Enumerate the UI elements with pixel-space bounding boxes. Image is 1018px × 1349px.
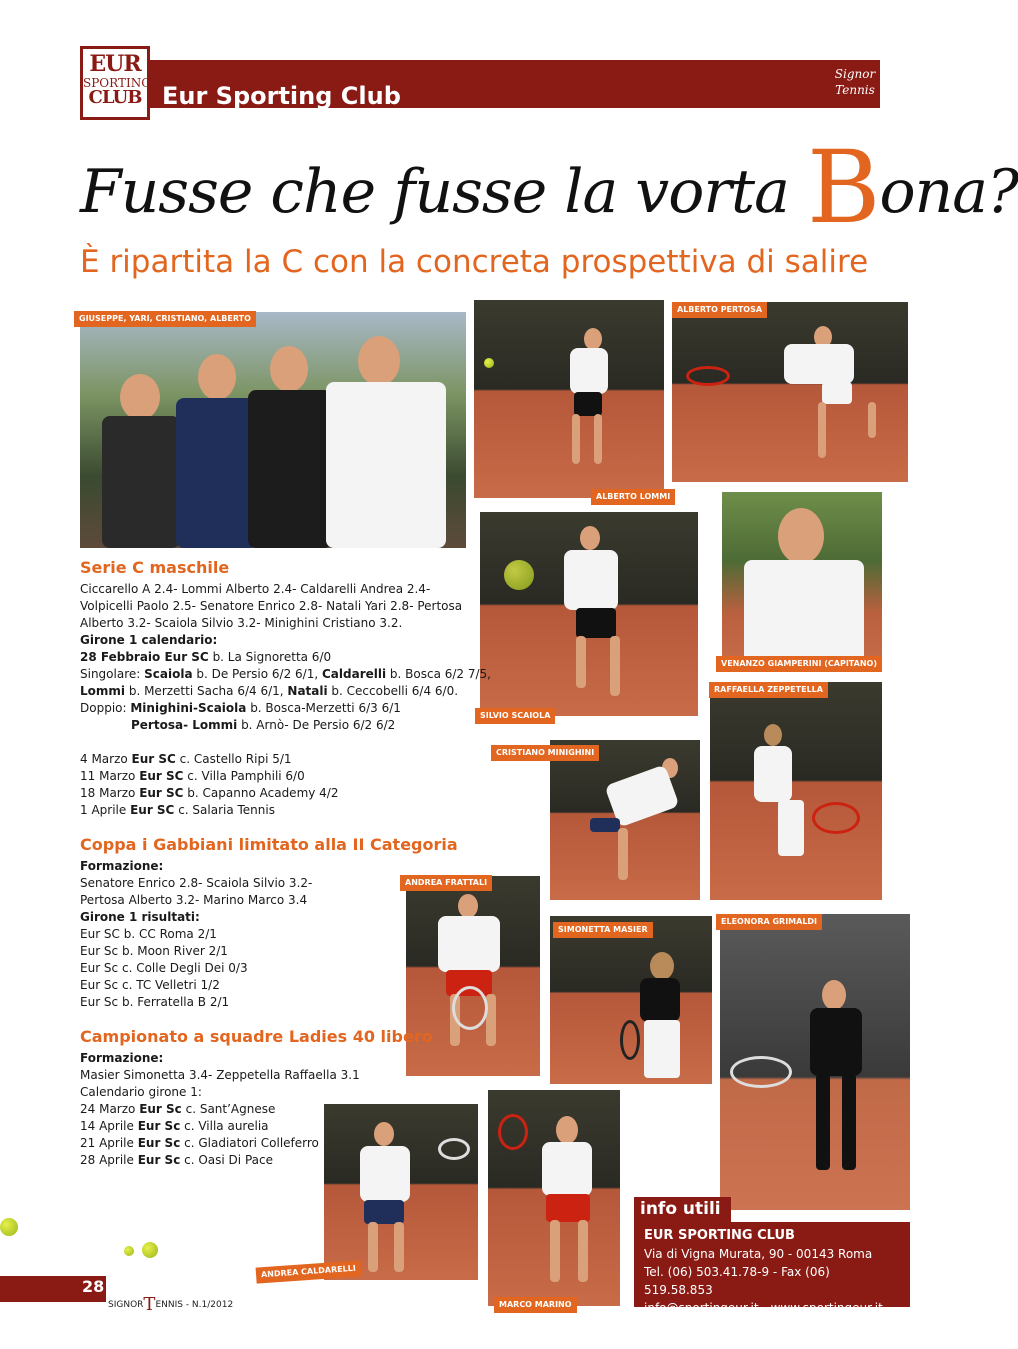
info-separator: - bbox=[758, 1301, 771, 1315]
ladies-match-team: Eur Sc bbox=[137, 1153, 181, 1167]
singles-1a: Scaiola bbox=[144, 667, 193, 681]
ladies-calendar-heading: Calendario girone 1: bbox=[80, 1085, 202, 1099]
ladies-title: Campionato a squadre Ladies 40 libero bbox=[80, 1027, 433, 1046]
article-title bbox=[80, 129, 1018, 246]
ladies-match-date: 14 Aprile bbox=[80, 1119, 138, 1133]
match1-date: 28 Febbraio Eur SC bbox=[80, 650, 209, 664]
caption-marino: MARCO MARINO bbox=[494, 1297, 577, 1313]
serie-c-calendar-heading: Girone 1 calendario: bbox=[80, 633, 218, 647]
article-subtitle: È ripartita la C con la concreta prospettiva di salire bbox=[80, 244, 869, 280]
serie-c-roster-3: Alberto 3.2- Scaiola Silvio 3.2- Minighini Cristiano 3.2. bbox=[80, 616, 403, 630]
serie-c-doubles-2 bbox=[131, 717, 395, 733]
serie-c-roster-1: Ciccarello A 2.4- Lommi Alberto 2.4- Caldarelli Andrea 2.4- bbox=[80, 582, 431, 596]
ladies-match-rest: c. Villa aurelia bbox=[180, 1119, 269, 1133]
coppa-title: Coppa i Gabbiani limitato alla II Categoria bbox=[80, 835, 458, 854]
singles-label: Singolare: bbox=[80, 667, 145, 681]
footer-mag-post: ENNIS - N.1/2012 bbox=[155, 1300, 234, 1310]
upcoming-date: 1 Aprile bbox=[80, 803, 131, 817]
logo-line2: SPORTING bbox=[83, 76, 151, 90]
coppa-result: Eur Sc c. Colle Degli Dei 0/3 bbox=[80, 961, 248, 975]
singles-1b: b. De Persio 6/2 6/1, bbox=[192, 667, 322, 681]
upcoming-rest: c. Castello Ripi 5/1 bbox=[175, 752, 292, 766]
singles-4b: b. Ceccobelli 6/4 6/0. bbox=[327, 684, 459, 698]
club-name: Eur Sporting Club bbox=[162, 82, 401, 110]
info-club-name: EUR SPORTING CLUB bbox=[644, 1228, 795, 1243]
ladies-match-date: 21 Aprile bbox=[80, 1136, 138, 1150]
photo-frattali bbox=[406, 876, 540, 1076]
title-big-letter: B bbox=[806, 129, 880, 246]
coppa-result: Eur Sc b. Moon River 2/1 bbox=[80, 944, 228, 958]
singles-3a: Lommi bbox=[80, 684, 126, 698]
upcoming-match bbox=[80, 768, 305, 784]
photo-marino bbox=[488, 1090, 620, 1306]
upcoming-date: 18 Marzo bbox=[80, 786, 140, 800]
upcoming-team: Eur SC bbox=[139, 769, 184, 783]
ladies-match-rest: c. Gladiatori Colleferro bbox=[180, 1136, 319, 1150]
caption-masier: SIMONETTA MASIER bbox=[553, 922, 653, 938]
ladies-match bbox=[80, 1135, 319, 1151]
tennis-ball-icon bbox=[0, 1218, 18, 1236]
upcoming-rest: c. Salaria Tennis bbox=[174, 803, 275, 817]
coppa-results-heading: Girone 1 risultati: bbox=[80, 910, 200, 924]
tennis-ball-icon bbox=[142, 1242, 158, 1258]
logo-line3: CLUB bbox=[88, 87, 142, 108]
coppa-result: Eur SC b. CC Roma 2/1 bbox=[80, 927, 217, 941]
info-address: Via di Vigna Murata, 90 - 00143 Roma bbox=[644, 1247, 873, 1261]
info-website-link[interactable]: www.sportingeur.it bbox=[770, 1301, 883, 1315]
info-contacts bbox=[644, 1299, 900, 1317]
ladies-match-date: 24 Marzo bbox=[80, 1102, 140, 1116]
caption-giamperini: VENANZO GIAMPERINI (CAPITANO) bbox=[716, 656, 882, 672]
upcoming-match bbox=[80, 751, 292, 767]
photo-pertosa bbox=[672, 302, 908, 482]
title-part2: ona? bbox=[879, 157, 1018, 227]
doubles-1b: b. Bosca-Merzetti 6/3 6/1 bbox=[246, 701, 401, 715]
serie-c-match1 bbox=[80, 649, 331, 665]
footer-mag-pre: SIGNOR bbox=[108, 1300, 144, 1310]
logo-line1: EUR bbox=[89, 51, 141, 77]
caption-group: GIUSEPPE, YARI, CRISTIANO, ALBERTO bbox=[74, 311, 256, 327]
upcoming-team: Eur SC bbox=[130, 803, 175, 817]
singles-4a: Natali bbox=[287, 684, 328, 698]
info-box bbox=[634, 1222, 910, 1315]
ladies-match bbox=[80, 1118, 269, 1134]
doubles-1a: Minighini-Scaiola bbox=[130, 701, 247, 715]
photo-scaiola bbox=[480, 512, 698, 716]
singles-3b: b. Merzetti Sacha 6/4 6/1, bbox=[125, 684, 288, 698]
ladies-formation: Masier Simonetta 3.4- Zeppetella Raffaella 3.1 bbox=[80, 1068, 360, 1082]
upcoming-team: Eur SC bbox=[131, 752, 176, 766]
club-logo bbox=[80, 46, 150, 120]
ladies-match-rest: c. Sant’Agnese bbox=[181, 1102, 276, 1116]
doubles-2a: Pertosa- Lommi bbox=[131, 718, 238, 732]
coppa-result: Eur Sc b. Ferratella B 2/1 bbox=[80, 995, 230, 1009]
upcoming-team: Eur SC bbox=[139, 786, 184, 800]
caption-grimaldi: ELEONORA GRIMALDI bbox=[716, 914, 822, 930]
caption-caldarelli: ANDREA CALDARELLI bbox=[256, 1260, 362, 1283]
ladies-match-date: 28 Aprile bbox=[80, 1153, 138, 1167]
coppa-formation-2: Pertosa Alberto 3.2- Marino Marco 3.4 bbox=[80, 893, 308, 907]
ladies-match-rest: c. Oasi Di Pace bbox=[180, 1153, 273, 1167]
page-number: 28 bbox=[82, 1277, 105, 1296]
ladies-match bbox=[80, 1152, 273, 1168]
caption-scaiola: SILVIO SCAIOLA bbox=[475, 708, 555, 724]
ladies-match-team: Eur Sc bbox=[137, 1136, 181, 1150]
photo-caldarelli bbox=[324, 1104, 478, 1280]
ladies-formation-heading: Formazione: bbox=[80, 1051, 164, 1065]
tennis-ball-icon bbox=[124, 1246, 134, 1256]
singles-2b: b. Bosca 6/2 7/5, bbox=[386, 667, 491, 681]
footer-magazine bbox=[108, 1294, 233, 1315]
magazine-tag-line1: Signor bbox=[834, 67, 876, 81]
photo-masier bbox=[550, 916, 712, 1084]
match1-rest: b. La Signoretta 6/0 bbox=[208, 650, 332, 664]
info-tab: info utili bbox=[634, 1197, 731, 1222]
footer-mag-T: T bbox=[143, 1294, 156, 1315]
photo-group bbox=[80, 312, 466, 548]
coppa-formation-1: Senatore Enrico 2.8- Scaiola Silvio 3.2- bbox=[80, 876, 313, 890]
serie-c-roster-2: Volpicelli Paolo 2.5- Senatore Enrico 2.8- Natali Yari 2.8- Pertosa bbox=[80, 599, 463, 613]
photo-lommi bbox=[474, 300, 664, 498]
ladies-match-team: Eur Sc bbox=[137, 1119, 181, 1133]
ladies-match-team: Eur Sc bbox=[139, 1102, 182, 1116]
upcoming-match bbox=[80, 785, 338, 801]
magazine-tag-line2: Tennis bbox=[835, 83, 875, 97]
caption-minighini: CRISTIANO MINIGHINI bbox=[491, 745, 599, 761]
caption-lommi: ALBERTO LOMMI bbox=[591, 489, 675, 505]
photo-minighini bbox=[550, 740, 700, 900]
upcoming-rest: c. Villa Pamphili 6/0 bbox=[183, 769, 305, 783]
upcoming-date: 4 Marzo bbox=[80, 752, 132, 766]
ladies-match bbox=[80, 1101, 275, 1117]
photo-giamperini bbox=[722, 492, 882, 664]
title-part1: Fusse che fusse la vorta bbox=[80, 157, 807, 227]
upcoming-date: 11 Marzo bbox=[80, 769, 140, 783]
info-phone: Tel. (06) 503.41.78-9 - Fax (06) 519.58.853 bbox=[644, 1265, 830, 1297]
caption-zeppetella: RAFFAELLA ZEPPETELLA bbox=[709, 682, 828, 698]
coppa-result: Eur Sc c. TC Velletri 1/2 bbox=[80, 978, 220, 992]
magazine-tag bbox=[830, 62, 880, 106]
serie-c-title: Serie C maschile bbox=[80, 558, 230, 577]
doubles-label: Doppio: bbox=[80, 701, 131, 715]
singles-2a: Caldarelli bbox=[321, 667, 387, 681]
serie-c-singles-1 bbox=[80, 666, 491, 682]
info-email-link[interactable]: info@sportingeur.it bbox=[644, 1301, 759, 1315]
upcoming-match bbox=[80, 802, 275, 818]
upcoming-rest: b. Capanno Academy 4/2 bbox=[183, 786, 339, 800]
photo-grimaldi bbox=[720, 914, 910, 1210]
coppa-formation-heading: Formazione: bbox=[80, 859, 164, 873]
photo-zeppetella bbox=[710, 682, 882, 900]
serie-c-singles-2 bbox=[80, 683, 458, 699]
doubles-2b: b. Arnò- De Persio 6/2 6/2 bbox=[237, 718, 396, 732]
caption-frattali: ANDREA FRATTALI bbox=[400, 875, 492, 891]
caption-pertosa: ALBERTO PERTOSA bbox=[672, 302, 767, 318]
serie-c-doubles-1 bbox=[80, 700, 401, 716]
